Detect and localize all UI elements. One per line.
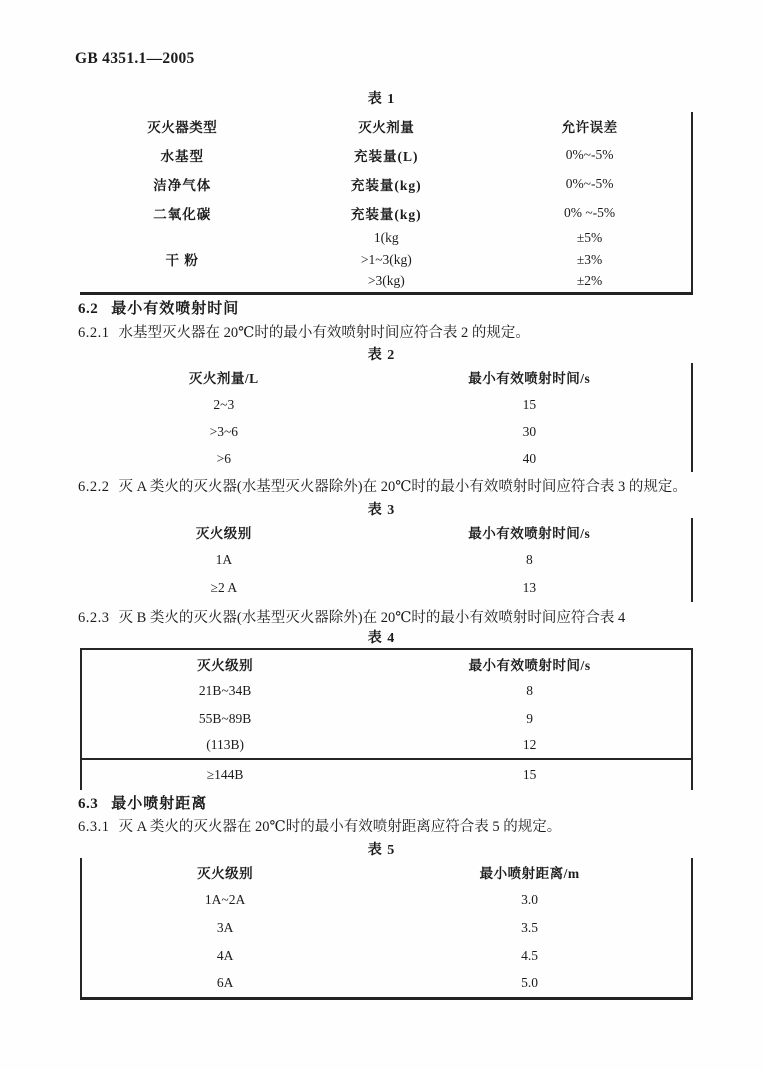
table-cell: 0%~-5% bbox=[565, 146, 614, 162]
clause-text: 灭 A 类火的灭火器(水基型灭火器除外)在 20℃时的最小有效喷射时间应符合表 3 的规定。 bbox=[118, 479, 687, 495]
table-cell: 充装量(kg) bbox=[350, 177, 422, 193]
table-cell: 1A~2A bbox=[204, 892, 246, 907]
table-cell: 6A bbox=[216, 975, 234, 991]
table-cell: 30 bbox=[522, 423, 537, 439]
clause-text: 水基型灭火器在 20℃时的最小有效喷射时间应符合表 2 的规定。 bbox=[118, 325, 530, 341]
table-cell: 0% ~-5% bbox=[564, 204, 616, 220]
table-cell: 21B~34B bbox=[198, 683, 252, 698]
table-row bbox=[80, 112, 692, 140]
table-row bbox=[81, 705, 692, 732]
paragraph-6-3-1 bbox=[78, 815, 561, 836]
table-cell: 9 bbox=[526, 710, 533, 726]
table-cell: 4.5 bbox=[521, 948, 539, 963]
table-row bbox=[81, 970, 692, 998]
column-header: 最小有效喷射时间/s bbox=[468, 526, 591, 541]
table-1 bbox=[80, 112, 693, 295]
column-header: 灭火级别 bbox=[197, 657, 254, 673]
table-cell: 干 粉 bbox=[165, 253, 199, 269]
table-row bbox=[81, 942, 692, 970]
doc-number: GB 4351.1—2005 bbox=[75, 50, 195, 67]
column-header: 允许误差 bbox=[561, 120, 618, 135]
table-cell: 12 bbox=[522, 737, 537, 752]
clause-number: 6.3.1 bbox=[78, 819, 110, 835]
table-cell: 3.5 bbox=[521, 920, 539, 935]
column-header: 灭火级别 bbox=[195, 526, 252, 541]
table-row bbox=[81, 759, 692, 790]
table-cell: ≥144B bbox=[81, 759, 368, 790]
table-cell: 4A bbox=[216, 948, 234, 963]
column-header: 最小有效喷射时间/s bbox=[468, 371, 591, 386]
column-header: 灭火剂量 bbox=[358, 120, 415, 135]
table-cell: 充装量(kg) bbox=[350, 206, 422, 222]
clause-number: 6.2.2 bbox=[78, 479, 110, 495]
table-row bbox=[80, 227, 692, 249]
table-row bbox=[80, 198, 692, 227]
table-row bbox=[80, 445, 692, 472]
table-row bbox=[81, 732, 692, 759]
table-row bbox=[80, 169, 692, 198]
table-cell: >3~6 bbox=[209, 423, 239, 439]
table-cell: 水基型 bbox=[160, 148, 204, 164]
table-cell: ±3% bbox=[576, 252, 603, 267]
table-cell: 55B~89B bbox=[198, 710, 252, 726]
table-row bbox=[80, 391, 692, 418]
table-row bbox=[81, 649, 692, 677]
table-row bbox=[80, 418, 692, 445]
table-2 bbox=[80, 363, 693, 472]
table-cell: 40 bbox=[522, 450, 537, 466]
table-cell: 3A bbox=[216, 920, 234, 935]
table-cell: 15 bbox=[368, 759, 692, 790]
table-row bbox=[81, 677, 692, 705]
table-5-caption: 表 5 bbox=[367, 843, 396, 858]
clause-text: 灭 B 类火的灭火器(水基型灭火器除外)在 20℃时的最小有效喷射时间应符合表 4 bbox=[118, 610, 626, 626]
table-cell: 二氧化碳 bbox=[153, 206, 212, 222]
table-4-caption: 表 4 bbox=[367, 631, 396, 646]
table-2-caption: 表 2 bbox=[367, 348, 396, 363]
table-row bbox=[80, 546, 692, 574]
column-header: 灭火器类型 bbox=[147, 120, 218, 135]
table-cell: >3(kg) bbox=[367, 273, 405, 289]
table-cell: 1A bbox=[215, 552, 233, 567]
column-header: 最小喷射距离/m bbox=[479, 866, 580, 881]
table-cell: 2~3 bbox=[213, 396, 235, 412]
clause-number: 6.2.3 bbox=[78, 610, 110, 626]
table-cell: ≥2 A bbox=[210, 580, 238, 595]
paragraph-6-2-3 bbox=[78, 606, 625, 627]
table-1-caption: 表 1 bbox=[367, 92, 396, 107]
table-row bbox=[81, 886, 692, 914]
table-cell: 0%~-5% bbox=[565, 175, 614, 191]
section-number: 6.3 bbox=[78, 796, 99, 812]
column-header: 灭火级别 bbox=[197, 866, 254, 881]
paragraph-6-2-1 bbox=[78, 321, 530, 342]
table-cell: 3.0 bbox=[521, 892, 539, 907]
table-cell: 13 bbox=[522, 580, 537, 595]
table-row bbox=[80, 574, 692, 602]
table-3-caption: 表 3 bbox=[367, 503, 396, 518]
table-3 bbox=[80, 518, 693, 602]
table-cell: 洁净气体 bbox=[153, 177, 212, 193]
section-heading-6-2 bbox=[78, 297, 239, 318]
table-cell: (113B) bbox=[206, 737, 244, 752]
table-row bbox=[80, 363, 692, 391]
table-row bbox=[80, 140, 692, 169]
table-cell: >6 bbox=[216, 450, 231, 466]
section-title: 最小有效喷射时间 bbox=[111, 301, 240, 317]
column-header: 最小有效喷射时间/s bbox=[468, 657, 591, 673]
section-title: 最小喷射距离 bbox=[111, 796, 208, 812]
table-cell: 8 bbox=[526, 683, 533, 698]
table-cell: 充装量(L) bbox=[354, 148, 419, 164]
clause-text: 灭 A 类火的灭火器在 20℃时的最小有效喷射距离应符合表 5 的规定。 bbox=[118, 819, 562, 835]
table-row bbox=[81, 914, 692, 942]
section-number: 6.2 bbox=[78, 301, 99, 317]
table-cell: 5.0 bbox=[521, 975, 539, 991]
section-heading-6-3 bbox=[78, 792, 207, 813]
table-cell: 8 bbox=[525, 552, 533, 567]
column-header: 灭火剂量/L bbox=[188, 371, 259, 386]
table-cell: 15 bbox=[522, 396, 537, 412]
paragraph-6-2-2 bbox=[78, 475, 687, 496]
table-cell: ±2% bbox=[576, 273, 603, 289]
table-row bbox=[80, 518, 692, 546]
table-4 bbox=[80, 648, 693, 790]
table-row bbox=[81, 858, 692, 886]
table-cell: 1(kg bbox=[373, 230, 399, 245]
clause-number: 6.2.1 bbox=[78, 325, 110, 341]
table-cell: ±5% bbox=[576, 230, 603, 245]
table-cell: >1~3(kg) bbox=[360, 252, 412, 267]
table-5 bbox=[80, 858, 693, 1000]
